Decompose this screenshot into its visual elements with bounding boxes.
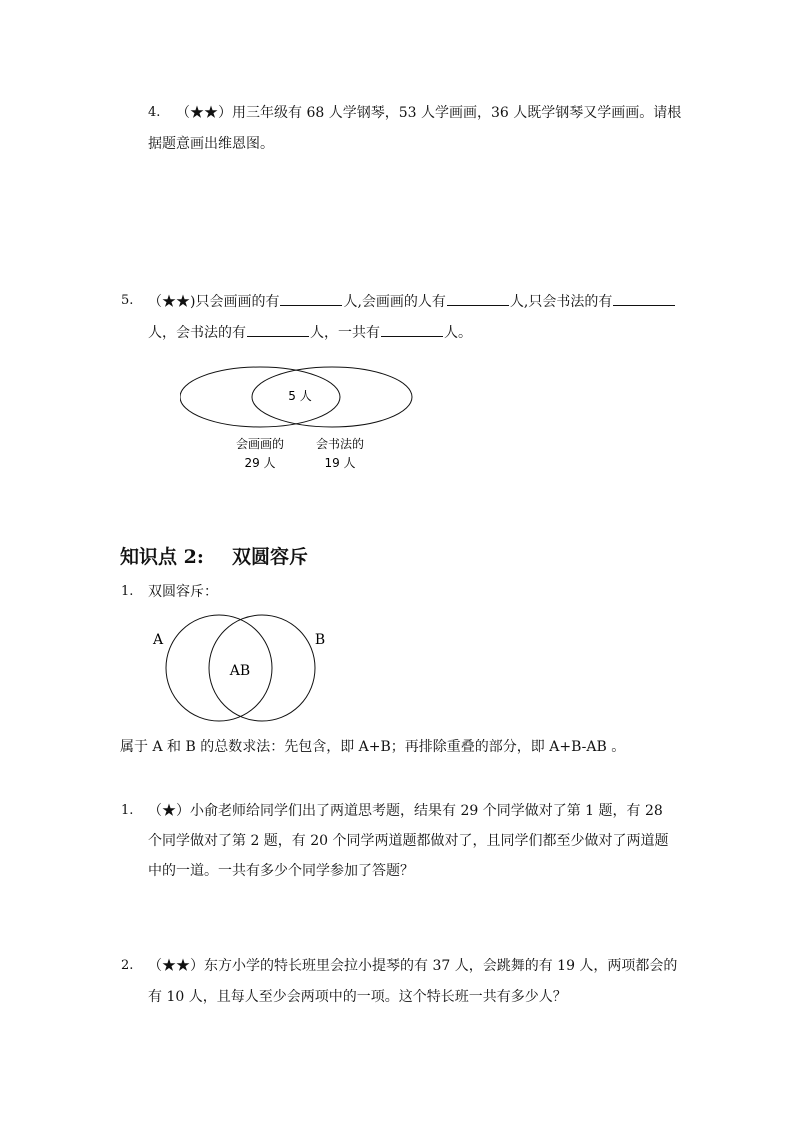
- question-5-text-4: 人，会书法的有: [148, 325, 246, 341]
- section-title: 知识点 2:: [120, 546, 204, 568]
- problem-1-line-3: 中的一道。一共有多少个同学参加了答题？: [148, 863, 414, 879]
- problem-1-line-2: 个同学做对了第 2 题，有 20 个同学两道题都做对了，且同学们都至少做对了两道题: [148, 833, 669, 849]
- answer-blank-1[interactable]: [280, 291, 342, 306]
- question-4-line-1: （★★）用三年级有 68 人学钢琴，53 人学画画，36 人既学钢琴又学画画。请根: [176, 105, 682, 121]
- circle-b: [209, 615, 315, 721]
- question-4-line-2: 据题意画出维恩图。: [148, 136, 274, 152]
- question-5-text-5: 人，一共有: [310, 325, 380, 341]
- question-4-number: 4.: [148, 105, 161, 120]
- question-5-text-6: 人。: [444, 325, 472, 341]
- venn-left-label: 会画画的: [235, 437, 285, 451]
- answer-blank-2[interactable]: [447, 291, 509, 306]
- answer-blank-3[interactable]: [613, 291, 675, 306]
- circle-a: [166, 615, 272, 721]
- label-b: B: [314, 632, 326, 648]
- concept-formula: 属于 A 和 B 的总数求法：先包含，即 A+B；再排除重叠的部分，即 A+B-AB 。: [120, 739, 626, 755]
- label-ab: AB: [229, 663, 251, 679]
- problem-2-line-1: （★★）东方小学的特长班里会拉小提琴的有 37 人，会跳舞的有 19 人，两项都会的: [148, 958, 678, 974]
- venn-intersection-label: 5 人: [288, 389, 312, 403]
- answer-blank-4[interactable]: [247, 322, 309, 337]
- problem-1-line-1: （★）小俞老师给同学们出了两道思考题，结果有 29 个同学做对了第 1 题，有 28: [148, 803, 663, 819]
- question-5-venn-diagram: [180, 360, 420, 480]
- question-5-number: 5.: [121, 293, 134, 308]
- concept-title: 双圆容斥：: [148, 584, 218, 600]
- question-5-text-3: 人,只会书法的有: [509, 294, 613, 310]
- concept-number: 1.: [121, 584, 134, 599]
- label-a: A: [152, 632, 164, 648]
- venn-right-label: 会书法的: [315, 437, 365, 451]
- problem-2-number: 2.: [121, 958, 134, 973]
- question-5-line-2: [148, 322, 472, 343]
- problem-2-line-2: 有 10 人，且每人至少会两项中的一项。这个特长班一共有多少人？: [148, 989, 567, 1005]
- venn-right-count: 19 人: [324, 456, 356, 470]
- venn-right-ellipse: [252, 367, 412, 427]
- question-5-line-1: [148, 291, 676, 312]
- problem-1-number: 1.: [121, 803, 134, 818]
- answer-blank-5[interactable]: [381, 322, 443, 337]
- concept-venn-diagram: [145, 612, 335, 724]
- venn-left-ellipse: [180, 367, 340, 427]
- question-5-text-1: （★★)只会画画的有: [148, 294, 280, 310]
- venn-left-count: 29 人: [244, 456, 276, 470]
- question-5-text-2: 人,会画画的人有: [343, 294, 446, 310]
- section-subtitle: 双圆容斥: [232, 546, 309, 568]
